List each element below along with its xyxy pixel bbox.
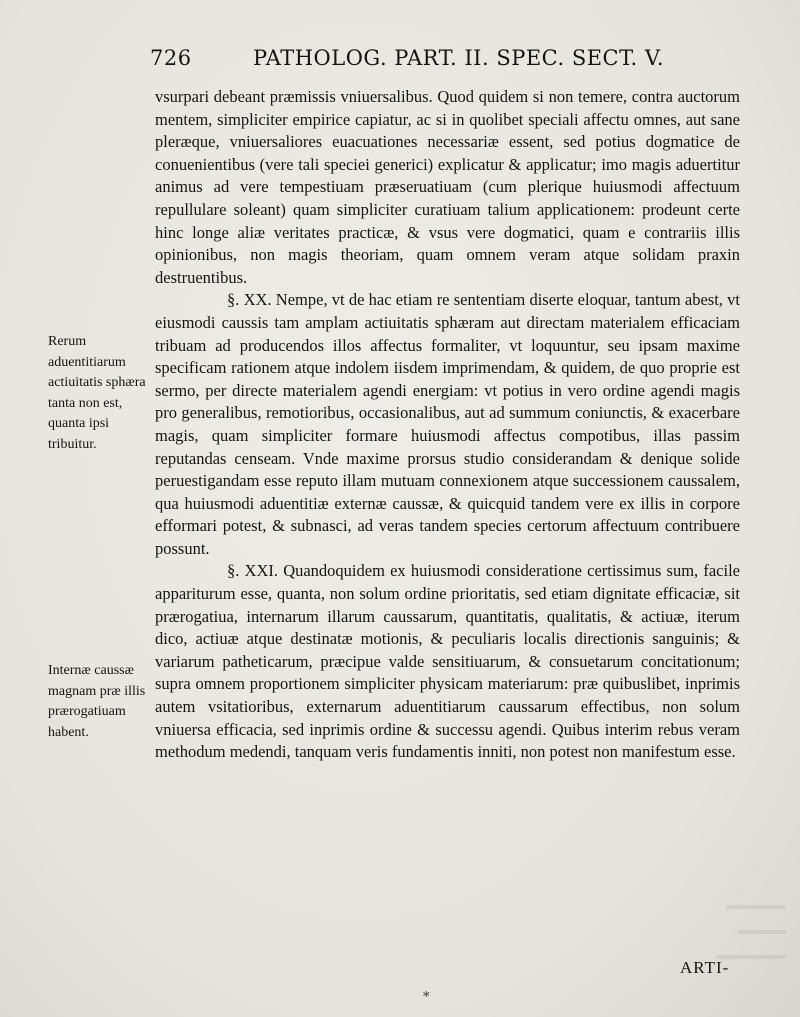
paragraph-section-21: §. XXI. Quandoquidem ex huiusmodi consideratione certissimus sum, facile appariturum esse, quanta, non solum ordine prioritatis, sed etiam dignitate efficaciæ, sit prærogatiua, internarum illarum caussarum, quantitatis, qualitatis, & actiuæ, iterum dico, actiuæ atque destinatæ motionis, & peculiaris localis directionis sanguinis; & variarum patheticarum, præcipue valde sensitiuarum, & consuetarum concitationum; supra omnem proportionem simpliciter physicam materiarum: præ quibuslibet, inprimis autem vsitatioribus, externarum aduentitiarum caussarum effectibus, non solum vniuersa efficacia, sed inprimis ordine & successu agendi. Quibus interim rebus veram methodum medendi, tanquam veris fundamentis inniti, non potest non manifestum esse. [155, 561, 740, 762]
running-head: PATHOLOG. PART. II. SPEC. SECT. V. [253, 46, 665, 70]
press-mark: * [423, 990, 430, 1005]
show-through-mark [738, 930, 786, 934]
main-text-block [155, 86, 740, 764]
margin-note-2: Internæ caussæ magnam præ illis prærogatiuam habent. [48, 663, 146, 740]
show-through-mark [726, 905, 786, 909]
margin-note-1: Rerum aduentitiarum actiuitatis sphæra tanta non est, quanta ipsi tribuitur. [48, 334, 146, 452]
page-number: 726 [150, 46, 192, 70]
catchword: ARTI- [680, 958, 730, 977]
show-through-mark [716, 955, 786, 959]
page-header [150, 46, 750, 76]
paragraph-section-20: §. XX. Nempe, vt de hac etiam re sententiam diserte eloquar, tantum abest, vt eiusmodi caussis tam amplam actiuitatis sphæram aut directam materialem efficaciam tribuam ad producendos illos affectus formaliter, vt loquuntur, seu ipsam maxime specificam rationem atque indolem iisdem imprimendam, & quidem, de quo proprie est sermo, per directe materialem agendi energiam: vt potius in vero ordine agendi magis pro generalibus, remotioribus, occasionalibus, aut ad summum coniunctis, & exacerbare magis, quam simpliciter formare huiusmodi affectus compotibus, illas passim reputandas censeam. Vnde maxime prorsus studio considerandam & denique solide peruestigandam esse reputo illam mutuam connexionem atque successionem caussalem, qua huiusmodi aduentitiæ externæ caussæ, & quicquid tandem vere ex illis in corpore efformari potest, & subnasci, ad veras tandem species certorum affectuum contribuere possunt. [155, 290, 740, 558]
paragraph-continued: vsurpari debeant præmissis vniuersalibus. Quod quidem si non temere, contra auctorum mentem, simpliciter empirice capiatur, ac si in quolibet speciali affectu omnes, aut sane pleræque, vniuersaliores euacuationes necessariæ essent, sed potius dogmatice de conuenientibus (vere tali speciei generici) explicatur & applicatur; imo magis aduertitur animus ad vere tempestiuam præseruatiuam (cum plerique huiusmodi affectuum repullulare soleant) quam simpliciter curatiuam talium applicationem: prodeunt certe hinc longe aliæ veritates practicæ, & vsus vere dogmatici, quam e contrariis illis opinionibus, non magis theoriam, quam omnem veram atque solidam praxin destruentibus. [155, 87, 740, 287]
